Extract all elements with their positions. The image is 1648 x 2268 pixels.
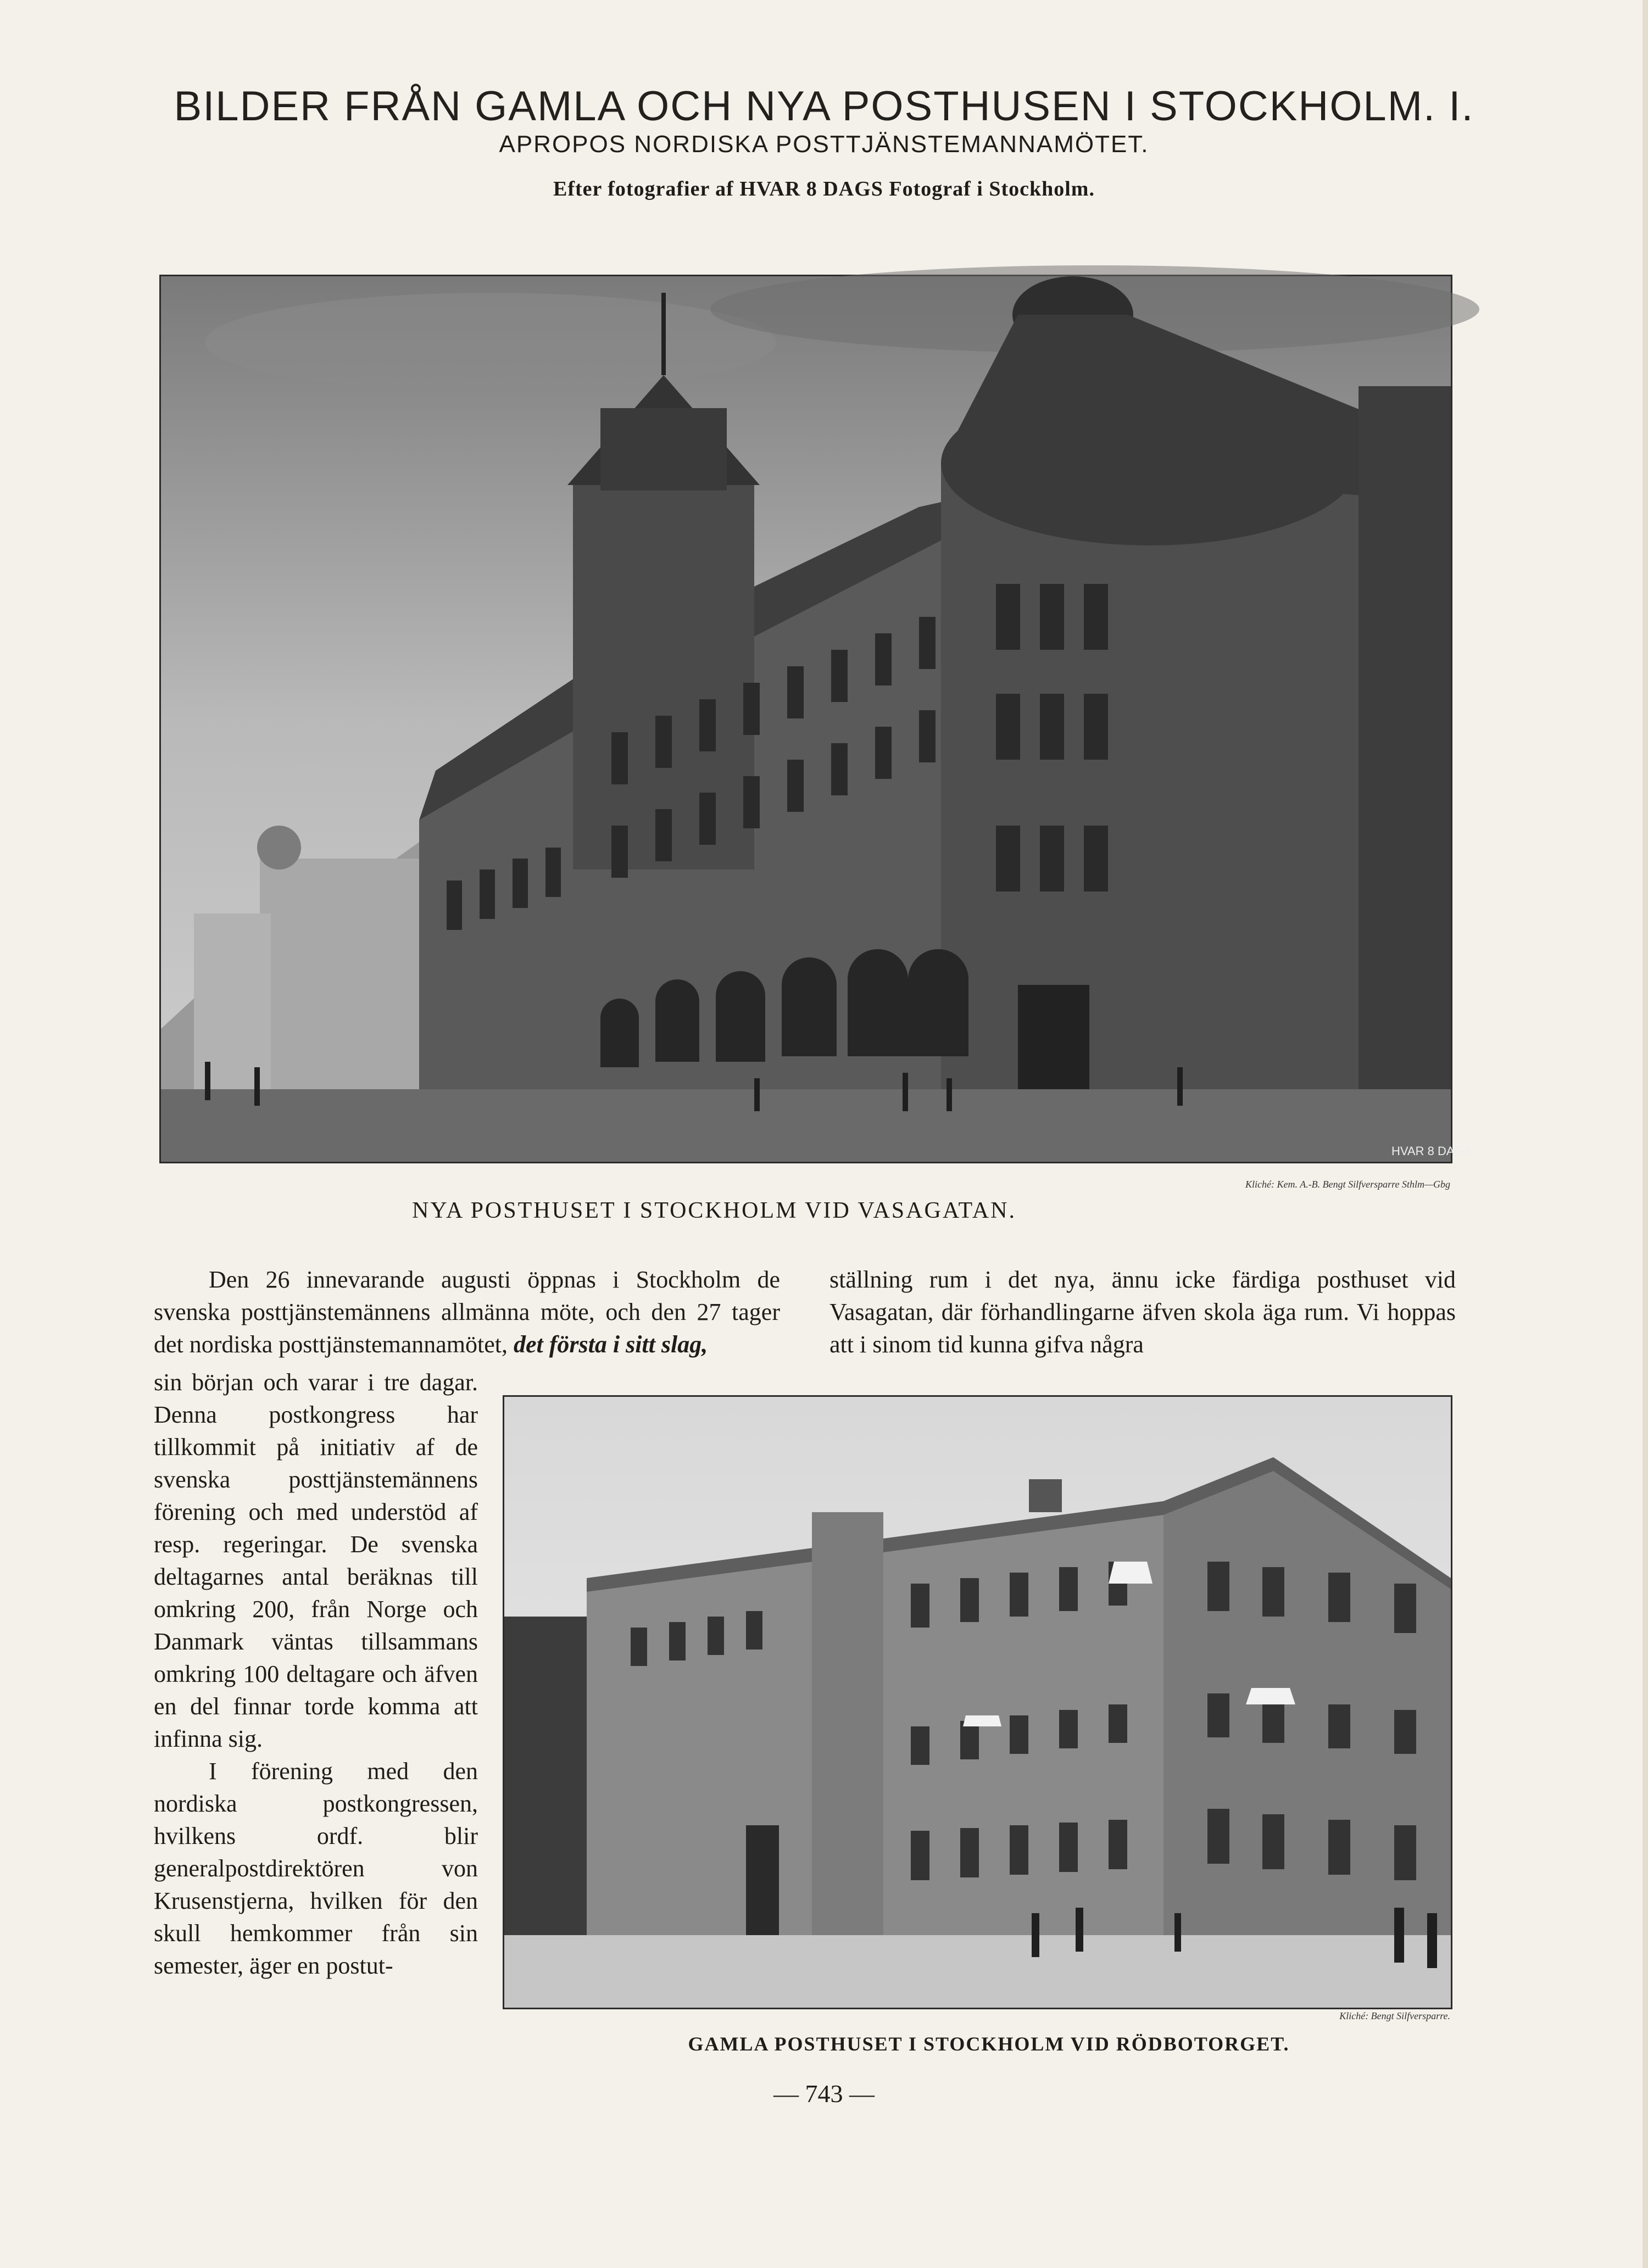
article-intro-emphasis: det första i sitt slag, bbox=[513, 1331, 708, 1358]
new-post-office-illustration bbox=[161, 276, 1472, 1162]
top-photo-caption: NYA POSTHUSET I STOCKHOLM VID VASAGATAN. bbox=[412, 1198, 1016, 1223]
article-intro bbox=[154, 1263, 780, 1361]
top-photo-cliche: Kliché: Kem. A.-B. Bengt Silfversparre Sthlm—Gbg bbox=[1245, 1179, 1450, 1190]
article-narrow-column bbox=[154, 1366, 478, 1982]
article-subtitle: APROPOS NORDISKA POSTTJÄNSTEMANNAMÖTET. bbox=[499, 131, 1149, 158]
article-paragraph-2: I förening med den nordiska postkongressen, hvilkens ordf. blir generalpostdirektören von Krusenstjerna, hvilken för den skull hemkommer från sin semester, äger en postut- bbox=[154, 1758, 478, 1979]
article-intro-text: Den 26 innevarande augusti öppnas i Stockholm de svenska posttjänstemännens allmänna möte, och den 27 tager det nordiska posttjänstemannamötet, bbox=[154, 1266, 780, 1358]
old-post-office-illustration bbox=[504, 1397, 1451, 2008]
page-number: — 743 — bbox=[773, 2080, 875, 2108]
bottom-photo-cliche: Kliché: Bengt Silfversparre. bbox=[1339, 2010, 1450, 2021]
photo-new-post-office bbox=[159, 275, 1472, 1163]
article-title: BILDER FRÅN GAMLA OCH NYA POSTHUSEN I STOCKHOLM. I. bbox=[174, 83, 1474, 130]
photo-credit: Efter fotografier af HVAR 8 DAGS Fotograf i Stockholm. bbox=[553, 177, 1095, 200]
article-intro-column bbox=[154, 1263, 780, 1361]
article-paragraph-1: sin början och varar i tre dagar. Denna postkongress har tillkommit på initiativ af de svenska posttjänstemännens förening och med understöd af resp. regeringar. De svenska deltagarnes antal beräknas till omkring 200, från Norge och Danmark väntas tillsammans omkring 100 deltagare och äfven en del finnar torde komma att infinna sig. bbox=[154, 1369, 478, 1752]
bottom-photo-caption: GAMLA POSTHUSET I STOCKHOLM VID RÖDBOTORGET. bbox=[688, 2033, 1290, 2055]
article-right-column bbox=[829, 1263, 1456, 1361]
article-right-paragraph: ställning rum i det nya, ännu icke färdiga posthuset vid Vasagatan, där förhandlingarne äfven skola äga rum. Vi hoppas att i sinom tid kunna gifva några bbox=[829, 1266, 1456, 1358]
photo-old-post-office bbox=[503, 1395, 1452, 2009]
photo-sign-text: HVAR 8 DAGS bbox=[1391, 1144, 1472, 1158]
